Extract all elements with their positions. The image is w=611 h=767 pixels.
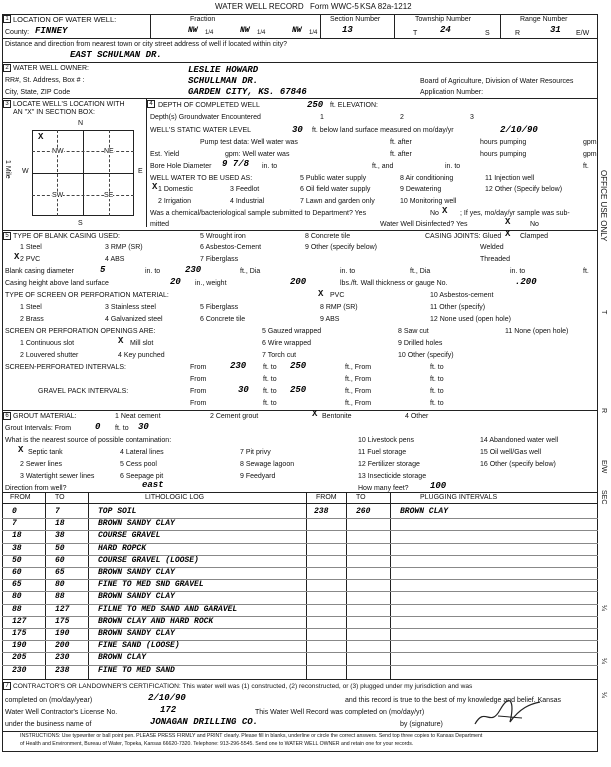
grout-to: 30 xyxy=(138,422,149,432)
log-from: 190 xyxy=(12,641,27,651)
static-value: 30 xyxy=(292,125,303,135)
casing-label: TYPE OF BLANK CASING USED: xyxy=(13,233,120,240)
s1-label: LOCATION OF WATER WELL: xyxy=(13,15,117,24)
use-label: WELL WATER TO BE USED AS: xyxy=(150,175,253,182)
log-description: HARD ROPCK xyxy=(98,543,147,553)
plug-description: BROWN CLAY xyxy=(400,507,449,516)
grout-label: GROUT MATERIAL: xyxy=(13,413,77,420)
section-3-number: 3 xyxy=(3,100,11,108)
quad-nw: NW xyxy=(52,148,64,155)
bore-value: 9 7/8 xyxy=(222,159,250,169)
static-tail: ft. below land surface measured on mo/day/yr xyxy=(312,127,454,134)
blank-in-to: in. to xyxy=(145,268,161,275)
grout-3: Bentonite xyxy=(322,413,352,420)
log-to: 38 xyxy=(55,531,65,541)
est-ft-after: ft. after xyxy=(390,151,412,158)
screen-12: 12 None used (open hole) xyxy=(430,316,511,323)
casing-height: 20 xyxy=(170,277,181,287)
blank-to-1: 230 xyxy=(185,265,202,275)
log-from: 60 xyxy=(12,568,22,577)
signature-label: by (signature) xyxy=(400,721,443,728)
section-7-number: 7 xyxy=(3,682,11,690)
log-description: BROWN SANDY CLAY xyxy=(98,592,175,602)
use-7: 7 Lawn and garden only xyxy=(300,198,375,205)
use-5: 5 Public water supply xyxy=(300,175,367,182)
log-to: 65 xyxy=(55,568,65,577)
log-description: COURSE GRAVEL (LOOSE) xyxy=(98,555,199,565)
quad-ne: NE xyxy=(104,148,114,155)
log-from: 50 xyxy=(12,555,22,565)
compass-e: E xyxy=(138,168,143,175)
contam-8: 8 Sewage lagoon xyxy=(240,461,295,468)
static-label: WELL'S STATIC WATER LEVEL xyxy=(150,127,252,134)
how-many-feet-label: How many feet? xyxy=(358,485,409,492)
log-from: 65 xyxy=(12,580,22,590)
casing-lbs: lbs./ft. Wall thickness or gauge No. xyxy=(340,280,448,287)
bore-in-to: in. to xyxy=(262,163,278,170)
bore-label: Bore Hole Diameter xyxy=(150,163,212,170)
opening-5: 5 Gauzed wrapped xyxy=(262,328,322,335)
log-from: 0 xyxy=(12,507,17,516)
log-to: 50 xyxy=(55,543,65,553)
rr-label: RR#, St. Address, Box # : xyxy=(5,77,85,84)
contam-1: Septic tank xyxy=(28,449,63,456)
gravel-ft-from-2: ft., From xyxy=(345,400,372,407)
grout-bentonite-mark: X xyxy=(312,409,318,419)
use-11: 11 Injection well xyxy=(485,175,535,182)
distance-label: Distance and direction from nearest town or city street address of well if located within city? xyxy=(5,41,288,48)
screen-label: TYPE OF SCREEN OR PERFORATION MATERIAL: xyxy=(5,292,169,299)
contam-14: 14 Abandoned water well xyxy=(480,437,559,444)
instructions-2: of Health and Environment, Bureau of Water, Topeka, Kansas 66620-7320. Telephone: 913-296-5545. Send one to WATER WELL OWNER and retain one for your records. xyxy=(20,741,414,747)
use-6: 6 Oil field water supply xyxy=(300,186,371,193)
log-from: 18 xyxy=(12,531,22,541)
township-number: 24 xyxy=(440,25,451,35)
log-from: 88 xyxy=(12,604,22,614)
form-number: Form WWC-5 xyxy=(310,2,359,11)
use-10: 10 Monitoring well xyxy=(400,198,457,205)
business-name: JONAGAN DRILLING CO. xyxy=(150,717,259,727)
contam-10: 10 Livestock pens xyxy=(358,437,415,444)
owner-street: SCHULLMAN DR. xyxy=(188,76,259,86)
section-5-number: 5 xyxy=(3,232,11,240)
bore-in-to-2: in. to xyxy=(445,163,461,170)
gravel-from-1: 30 xyxy=(238,385,249,395)
sample-question: Was a chemical/bacteriological sample submitted to Department? Yes xyxy=(150,210,367,217)
section-6-number: 6 xyxy=(3,412,11,420)
opening-4: 4 Key punched xyxy=(118,352,165,359)
perf-label: SCREEN-PERFORATED INTERVALS: xyxy=(5,364,126,371)
screen-3: 3 Stainless steel xyxy=(105,304,156,311)
blank-dia-label: Blank casing diameter xyxy=(5,268,74,275)
blank-dia-1: 5 xyxy=(100,265,106,275)
use-4: 4 Industrial xyxy=(230,198,265,205)
screen-6: 6 Concrete tile xyxy=(200,316,246,323)
side-t: T xyxy=(600,310,607,315)
opening-8: 8 Saw cut xyxy=(398,328,429,335)
s3-label: LOCATE WELL'S LOCATION WITH xyxy=(13,101,125,108)
perf-ft-to-2: ft. to xyxy=(430,364,444,371)
static-date: 2/10/90 xyxy=(500,125,538,135)
depth-label: DEPTH OF COMPLETED WELL xyxy=(158,102,260,109)
casing-2: 2 PVC xyxy=(20,256,41,263)
quarter-2: 1/4 xyxy=(257,30,266,36)
cert-line-3b: This Water Well Record was completed on (mo/day/yr) xyxy=(255,709,425,716)
grout-from: 0 xyxy=(95,422,101,432)
perf-from: From xyxy=(190,364,207,371)
casing-clamped: Clamped xyxy=(520,233,549,240)
disinfected-mark: X xyxy=(505,217,511,227)
blank-ft-dia-2: ft., Dia xyxy=(410,268,431,275)
screen-7: PVC xyxy=(330,292,345,299)
log-to: 200 xyxy=(55,641,70,651)
joints-glued-mark: X xyxy=(505,229,511,239)
cert-line-4a: under the business name of xyxy=(5,721,92,728)
section-2-number: 2 xyxy=(3,64,11,72)
gravel-to-1: 250 xyxy=(290,385,307,395)
casing-threaded: Threaded xyxy=(480,256,510,263)
contam-2: 2 Sewer lines xyxy=(20,461,63,468)
log-from: 205 xyxy=(12,653,27,663)
casing-welded: Welded xyxy=(480,244,504,251)
log-to: 88 xyxy=(55,592,65,602)
sample-mitted: mitted xyxy=(150,221,170,228)
log-to: 230 xyxy=(55,653,70,663)
direction-value: east xyxy=(142,480,164,490)
gravel-from: From xyxy=(190,388,207,395)
log-header-to: TO xyxy=(55,494,65,501)
log-description: FILNE TO MED SAND AND GARAVEL xyxy=(98,604,238,614)
distance-value: EAST SCHULMAN DR. xyxy=(70,50,162,60)
perf-ft-to-4: ft. to xyxy=(430,376,444,383)
log-description: FINE SAND (LOOSE) xyxy=(98,641,180,651)
gravel-ft-to-2: ft. to xyxy=(430,388,444,395)
county-label: County: xyxy=(5,29,30,36)
quad-sw: SW xyxy=(52,192,64,199)
fraction-label: Fraction xyxy=(190,16,216,23)
quad-se: SE xyxy=(104,192,114,199)
grout-4: 4 Other xyxy=(405,413,429,420)
opening-9: 9 Drilled holes xyxy=(398,340,443,347)
use-2: 2 Irrigation xyxy=(158,198,192,205)
city-label: City, State, ZIP Code xyxy=(5,89,71,96)
log-to: 60 xyxy=(55,555,65,565)
mill-slot-mark: X xyxy=(118,336,124,346)
gravel-ft-from: ft., From xyxy=(345,388,372,395)
contam-15: 15 Oil well/Gas well xyxy=(480,449,542,456)
disinfected-no: No xyxy=(530,221,539,228)
gw-label: Depth(s) Groundwater Encountered xyxy=(150,114,261,121)
perf-ft-from: ft., From xyxy=(345,364,372,371)
casing-8: 8 Concrete tile xyxy=(305,233,351,240)
license-number: 172 xyxy=(160,705,177,715)
app-number-label: Application Number: xyxy=(420,89,484,96)
casing-4: 4 ABS xyxy=(105,256,125,263)
office-use-only: OFFICE USE ONLY xyxy=(599,170,608,242)
opening-1: 1 Continuous slot xyxy=(20,340,75,347)
casing-gauge: .200 xyxy=(515,277,537,287)
log-to: 7 xyxy=(55,507,60,516)
gravel-from-2: From xyxy=(190,400,207,407)
casing-1: 1 Steel xyxy=(20,244,42,251)
s3-label-2: AN "X" IN SECTION BOX: xyxy=(13,109,95,116)
perf-ft-from-2: ft., From xyxy=(345,376,372,383)
log-from: 80 xyxy=(12,592,22,602)
gravel-ft-to-3: ft. to xyxy=(263,400,277,407)
screen-10: 10 Asbestos-cement xyxy=(430,292,494,299)
contamination-label: What is the nearest source of possible contamination: xyxy=(5,437,172,444)
screen-pvc-mark: X xyxy=(318,289,324,299)
casing-joints: CASING JOINTS: Glued xyxy=(425,233,502,240)
pump-ft-after: ft. after xyxy=(390,139,412,146)
gw-2: 2 xyxy=(400,114,404,121)
contam-4: 4 Lateral lines xyxy=(120,449,164,456)
pump-hours: hours pumping xyxy=(480,139,527,146)
use-3: 3 Feedlot xyxy=(230,186,260,193)
casing-pvc-mark: X xyxy=(14,252,20,262)
casing-9: 9 Other (specify below) xyxy=(305,244,377,251)
casing-height-label: Casing height above land surface xyxy=(5,280,109,287)
s2-label: WATER WELL OWNER: xyxy=(13,65,89,72)
compass-w: W xyxy=(22,168,29,175)
log-description: BROWN CLAY xyxy=(98,653,147,663)
direction-label: Direction from well? xyxy=(5,485,67,492)
range-label: Range Number xyxy=(520,16,568,23)
plug-from: 238 xyxy=(314,507,329,516)
blank-in-to-3: in. to xyxy=(510,268,526,275)
log-from: 230 xyxy=(12,665,27,675)
owner-city: GARDEN CITY, KS. 67846 xyxy=(188,87,307,97)
q3: NW xyxy=(292,26,302,35)
side-q1: ¼ xyxy=(600,605,607,611)
log-description: BROWN SANDY CLAY xyxy=(98,519,175,529)
gw-3: 3 xyxy=(470,114,474,121)
use-domestic-mark: X xyxy=(152,182,158,192)
contam-9: 9 Feedyard xyxy=(240,473,276,480)
contam-7: 7 Pit privy xyxy=(240,449,271,456)
screen-5: 5 Fiberglass xyxy=(200,304,239,311)
grout-2: 2 Cement grout xyxy=(210,413,259,420)
use-9: 9 Dewatering xyxy=(400,186,442,193)
section-number: 13 xyxy=(342,25,353,35)
log-description: BROWN CLAY AND HARD ROCK xyxy=(98,616,214,626)
blank-in-to-2: in. to xyxy=(340,268,356,275)
board-label: Board of Agriculture, Division of Water Resources xyxy=(420,78,574,85)
sample-no: No xyxy=(430,210,439,217)
section-1-number: 1 xyxy=(3,15,11,23)
range-number: 31 xyxy=(550,25,561,35)
perf-to-1: 250 xyxy=(290,361,307,371)
log-to: 18 xyxy=(55,519,65,529)
est-hours: hours pumping xyxy=(480,151,527,158)
how-many-feet: 100 xyxy=(430,481,447,491)
log-description: BROWN SANDY CLAY xyxy=(98,568,175,577)
r-prefix: R xyxy=(515,30,521,37)
pump-gpm: gpm xyxy=(583,139,597,146)
contam-11: 11 Fuel storage xyxy=(358,449,407,456)
log-from: 7 xyxy=(12,519,17,529)
est-gpm: gpm: Well water was xyxy=(225,151,290,158)
opening-6: 6 Wire wrapped xyxy=(262,340,312,347)
bore-ft: ft. xyxy=(583,163,589,170)
openings-label: SCREEN OR PERFORATION OPENINGS ARE: xyxy=(5,328,156,335)
est-yield: Est. Yield xyxy=(150,151,180,158)
septic-mark: X xyxy=(18,445,24,455)
log-description: TOP SOIL xyxy=(98,507,137,516)
plug-header-from: FROM xyxy=(316,494,337,501)
grout-intervals-label: Grout Intervals: From xyxy=(5,425,72,432)
side-ew: E/W xyxy=(600,460,607,474)
log-header-from: FROM xyxy=(10,494,31,501)
completed-date: 2/10/90 xyxy=(148,693,186,703)
opening-2: 2 Louvered shutter xyxy=(20,352,79,359)
grout-ft-to: ft. to xyxy=(115,425,129,432)
opening-11: 11 None (open hole) xyxy=(505,328,569,335)
section-4-number: 4 xyxy=(147,100,155,108)
log-to: 80 xyxy=(55,580,65,590)
log-description: COURSE GRAVEL xyxy=(98,531,161,541)
location-x-mark: X xyxy=(38,132,44,142)
perf-from-1: 230 xyxy=(230,361,247,371)
log-description: FINE TO MED SAND xyxy=(98,665,175,675)
pump-label: Pump test data: Well water was xyxy=(200,139,298,146)
log-to: 190 xyxy=(55,629,70,638)
blank-ft-dia: ft., Dia xyxy=(240,268,261,275)
log-from: 127 xyxy=(12,616,27,626)
disinfected-label: Water Well Disinfected? Yes xyxy=(380,221,468,228)
cert-line-2a: completed on (mo/day/year) xyxy=(5,697,93,704)
use-12: 12 Other (Specify below) xyxy=(485,186,563,193)
compass-n: N xyxy=(78,120,84,127)
screen-2: 2 Brass xyxy=(20,316,44,323)
contam-16: 16 Other (specify below) xyxy=(480,461,556,468)
compass-s: S xyxy=(78,220,83,227)
log-description: FINE TO MED SND GRAVEL xyxy=(98,580,204,590)
use-8: 8 Air conditioning xyxy=(400,175,454,182)
owner-name: LESLIE HOWARD xyxy=(188,65,259,75)
est-gpm-end: gpm xyxy=(583,151,597,158)
casing-5: 5 Wrought iron xyxy=(200,233,246,240)
plug-to: 260 xyxy=(356,507,371,516)
township-label: Township Number xyxy=(415,16,472,23)
casing-weight: 200 xyxy=(290,277,307,287)
side-q3: ¼ xyxy=(600,692,607,698)
plug-header: PLUGGING INTERVALS xyxy=(420,494,498,501)
side-sec: SEC xyxy=(600,490,607,505)
contam-5: 5 Cess pool xyxy=(120,461,157,468)
sample-if-yes: ; If yes, mo/day/yr sample was sub- xyxy=(460,210,570,217)
ft-elevation: ft. ELEVATION: xyxy=(330,102,378,109)
contam-6: 6 Seepage pit xyxy=(120,473,164,480)
sample-no-mark: X xyxy=(442,206,448,216)
cert-line-1: CONTRACTOR'S OR LANDOWNER'S CERTIFICATION: This water well was (1) constructed, (2) reconstructed, or (3) plugged under my jurisdiction and was xyxy=(13,683,473,690)
log-header-litho: LITHOLOGIC LOG xyxy=(145,494,205,501)
depth-value: 250 xyxy=(307,100,324,110)
contam-12: 12 Fertilizer storage xyxy=(358,461,420,468)
bore-ft-and: ft., and xyxy=(372,163,394,170)
gw-1: 1 xyxy=(320,114,324,121)
log-description: BROWN SANDY CLAY xyxy=(98,629,175,638)
cert-line-3a: Water Well Contractor's License No. xyxy=(5,709,118,716)
opening-10: 10 Other (specify) xyxy=(398,352,454,359)
casing-3: 3 RMP (SR) xyxy=(105,244,143,251)
county-value: FINNEY xyxy=(35,26,68,36)
gravel-ft-to: ft. to xyxy=(263,388,277,395)
gravel-ft-to-4: ft. to xyxy=(430,400,444,407)
use-1: 1 Domestic xyxy=(158,186,194,193)
opening-7: 7 Torch cut xyxy=(262,352,297,359)
log-from: 38 xyxy=(12,543,22,553)
screen-4: 4 Galvanized steel xyxy=(105,316,163,323)
screen-8: 8 RMP (SR) xyxy=(320,304,358,311)
range-suffix: E/W xyxy=(576,30,590,37)
screen-11: 11 Other (specify) xyxy=(430,304,486,311)
log-to: 175 xyxy=(55,616,70,626)
screen-1: 1 Steel xyxy=(20,304,42,311)
log-to: 127 xyxy=(55,604,70,614)
mile-label: 1 Mile xyxy=(4,160,11,179)
casing-6: 6 Asbestos-Cement xyxy=(200,244,262,251)
form-title: WATER WELL RECORD xyxy=(215,2,304,11)
t-prefix: T xyxy=(413,30,418,37)
contam-13: 13 Insecticide storage xyxy=(358,473,427,480)
side-r: R xyxy=(600,408,607,414)
perf-ft-to-3: ft. to xyxy=(263,376,277,383)
statute: KSA 82a-1212 xyxy=(360,2,412,11)
blank-ft-end: ft. xyxy=(583,268,589,275)
log-to: 238 xyxy=(55,665,70,675)
section-number-label: Section Number xyxy=(330,16,381,23)
instructions-1: INSTRUCTIONS: Use typewriter or ball point pen. PLEASE PRESS FIRMLY and PRINT clearly. Please fill in blanks, underline or circle the correct answers. Send top three copies to Kansas Department xyxy=(20,733,483,739)
screen-9: 9 ABS xyxy=(320,316,340,323)
cert-line-2b: and this record is true to the best of my knowledge and belief. Kansas xyxy=(345,697,561,704)
quarter-3: 1/4 xyxy=(309,30,318,36)
signature xyxy=(470,698,550,730)
t-suffix: S xyxy=(485,30,490,37)
side-q2: ¼ xyxy=(600,658,607,664)
gravel-label: GRAVEL PACK INTERVALS: xyxy=(38,388,129,395)
plug-header-to: TO xyxy=(356,494,366,501)
casing-7: 7 Fiberglass xyxy=(200,256,239,263)
casing-in-weight: in., weight xyxy=(195,280,227,287)
contam-3: 3 Watertight sewer lines xyxy=(20,473,95,480)
quarter-1: 1/4 xyxy=(205,30,214,36)
perf-ft-to: ft. to xyxy=(263,364,277,371)
q2: NW xyxy=(240,26,250,35)
log-from: 175 xyxy=(12,629,27,638)
opening-3: Mill slot xyxy=(130,340,154,347)
grout-1: 1 Neat cement xyxy=(115,413,161,420)
q1: NW xyxy=(188,26,198,35)
perf-from-2: From xyxy=(190,376,207,383)
